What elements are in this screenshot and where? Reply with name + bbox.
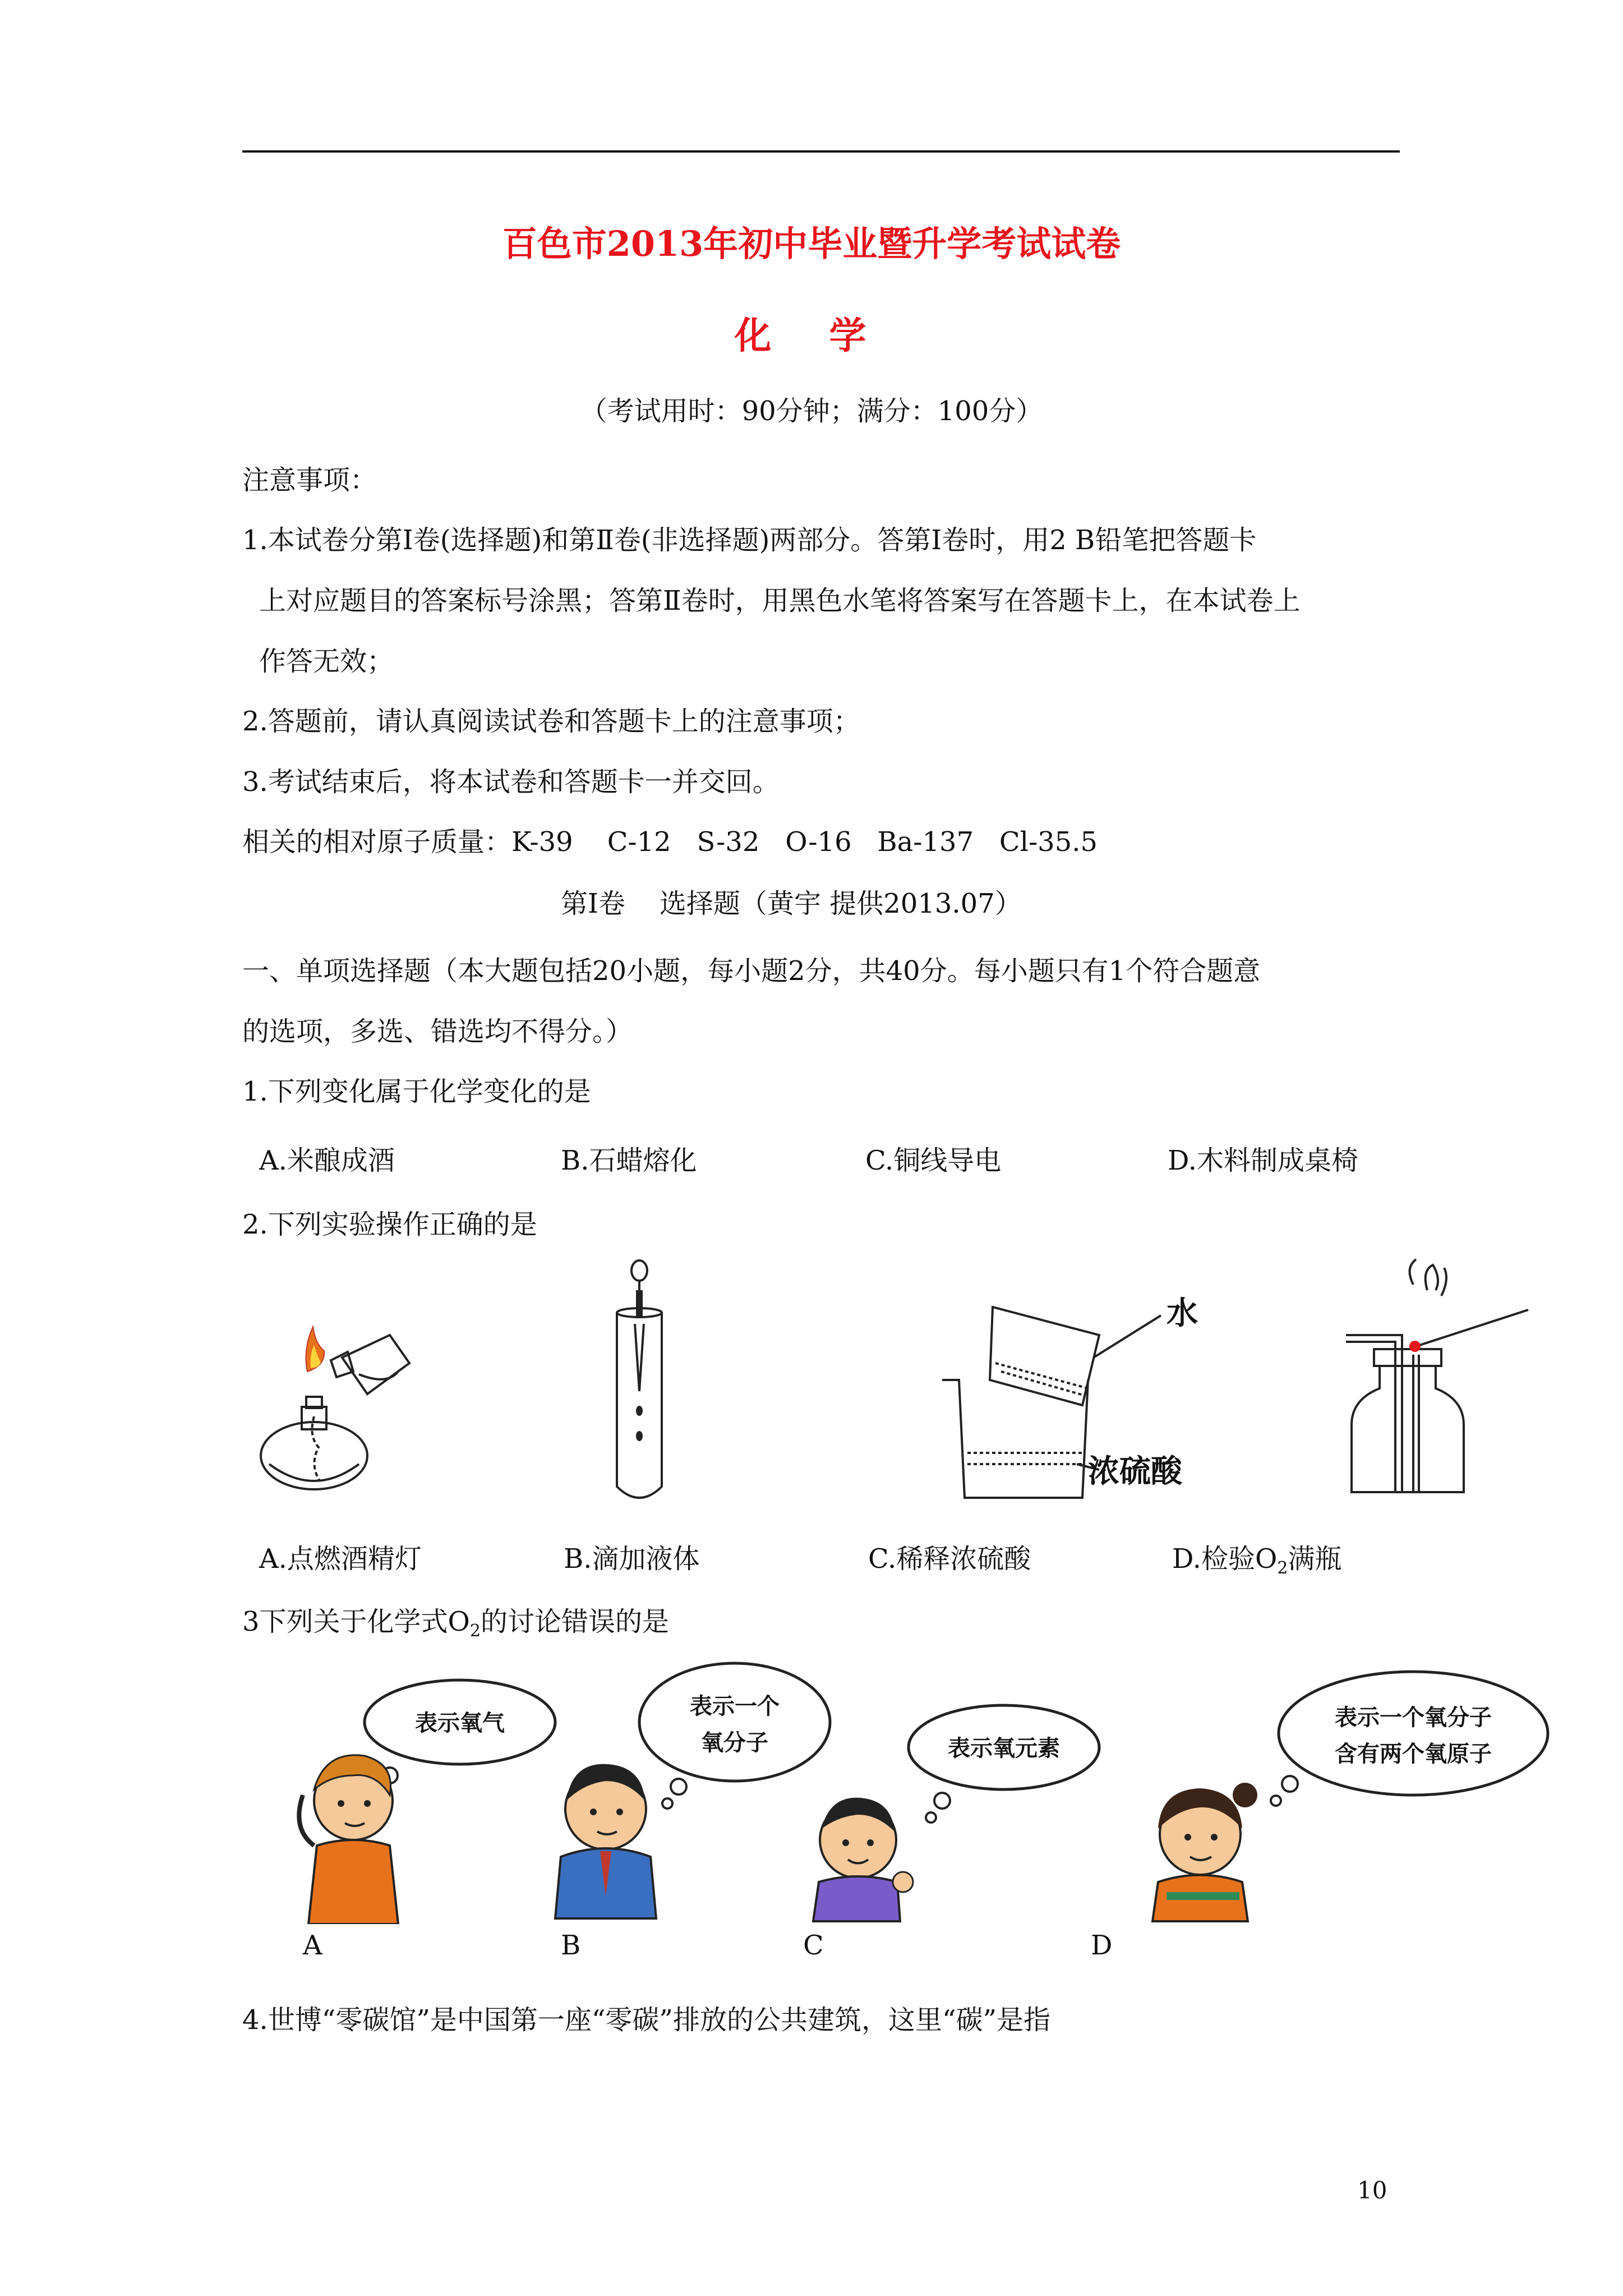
q2-option-b: B.滴加液体 bbox=[564, 1543, 700, 1575]
speech-bubble-d bbox=[1271, 1672, 1548, 1806]
q1-option-a: A.米酿成酒 bbox=[259, 1145, 395, 1176]
notes-item-3: 3.考试结束后，将本试卷和答题卡一并交回。 bbox=[242, 766, 780, 798]
notes-item-1-line-2: 上对应题目的答案标号涂黑；答第Ⅱ卷时，用黑色水笔将答案写在答题卡上，在本试卷上 bbox=[259, 585, 1301, 616]
bubble-c-text: 表示氧元素 bbox=[948, 1736, 1060, 1761]
section-instructions-line-1: 一、单项选择题（本大题包括20小题，每小题2分，共40分。每小题只有1个符合题意 bbox=[242, 955, 1261, 987]
q3-label-b: B bbox=[561, 1930, 581, 1961]
man-b-avatar bbox=[555, 1764, 656, 1918]
section-instructions-line-2: 的选项，多选、错选均不得分。） bbox=[242, 1016, 633, 1047]
oxygen-bottle-figure bbox=[1329, 1257, 1531, 1503]
boy-c-avatar bbox=[813, 1798, 913, 1921]
speech-bubble-b bbox=[639, 1663, 830, 1809]
q2-stem: 2.下列实验操作正确的是 bbox=[242, 1209, 537, 1240]
girl-d-avatar bbox=[1152, 1783, 1257, 1921]
page-number: 10 bbox=[1357, 2177, 1387, 2204]
notes-heading: 注意事项： bbox=[242, 464, 377, 496]
header-rule bbox=[242, 150, 1400, 153]
notes-item-2: 2.答题前，请认真阅读试卷和答题卡上的注意事项； bbox=[242, 706, 860, 737]
bubble-b-text-line-1: 表示一个 bbox=[690, 1694, 780, 1719]
bubble-a-text: 表示氧气 bbox=[415, 1710, 505, 1736]
notes-item-1-line-1: 1.本试卷分第Ⅰ卷(选择题)和第Ⅱ卷(非选择题)两部分。答第Ⅰ卷时，用2 B铅笔把答题卡 bbox=[242, 524, 1257, 556]
atomic-masses: 相关的相对原子质量：K-39 C-12 S-32 O-16 Ba-137 Cl-35.5 bbox=[242, 826, 1098, 858]
bubble-d-text-line-1: 表示一个氧分子 bbox=[1335, 1705, 1492, 1731]
q3-label-d: D bbox=[1091, 1930, 1113, 1961]
q3-stem: 3下列关于化学式$O_2$的讨论错误的是 bbox=[242, 1606, 670, 1641]
dilute-acid-figure bbox=[925, 1273, 1239, 1509]
o2-discussion-figure bbox=[292, 1660, 1559, 1924]
section-heading: 第Ⅰ卷 选择题（黄宇 提供2013.07） bbox=[561, 888, 1022, 919]
q1-option-b: B.石蜡熔化 bbox=[561, 1145, 697, 1176]
q4-stem: 4.世博“零碳馆”是中国第一座“零碳”排放的公共建筑，这里“碳”是指 bbox=[242, 2004, 1051, 2036]
water-label: 水 bbox=[1166, 1295, 1198, 1332]
boy-a-avatar bbox=[299, 1755, 398, 1924]
speech-bubble-c bbox=[909, 1705, 1099, 1823]
q3-label-c: C bbox=[803, 1930, 824, 1961]
q2-option-c: C.稀释浓硫酸 bbox=[868, 1543, 1031, 1575]
glowing-splint-icon bbox=[1409, 1341, 1421, 1352]
bubble-d-text-line-2: 含有两个氧原子 bbox=[1335, 1741, 1492, 1767]
q1-stem: 1.下列变化属于化学变化的是 bbox=[242, 1076, 591, 1107]
speech-bubble-a bbox=[365, 1680, 555, 1797]
q2-option-a: A.点燃酒精灯 bbox=[259, 1543, 422, 1575]
subject-title: 化 学 bbox=[734, 314, 889, 357]
acid-label: 浓硫酸 bbox=[1088, 1453, 1182, 1490]
bubble-b-text-line-2: 氧分子 bbox=[701, 1730, 768, 1756]
q1-option-d: D.木料制成桌椅 bbox=[1168, 1145, 1359, 1176]
exam-info: （考试用时：90分钟；满分：100分） bbox=[580, 395, 1043, 427]
notes-item-1-line-3: 作答无效； bbox=[259, 646, 394, 677]
alcohol-lamp-figure bbox=[247, 1296, 426, 1509]
q3-label-a: A bbox=[303, 1930, 322, 1961]
q2-option-d: D.检验$O_2$满瓶 bbox=[1172, 1543, 1342, 1578]
q1-option-c: C.铜线导电 bbox=[865, 1145, 1002, 1176]
exam-title: 百色市2013年初中毕业暨升学考试试卷 bbox=[502, 223, 1121, 264]
test-tube-dropper-figure bbox=[594, 1257, 684, 1515]
